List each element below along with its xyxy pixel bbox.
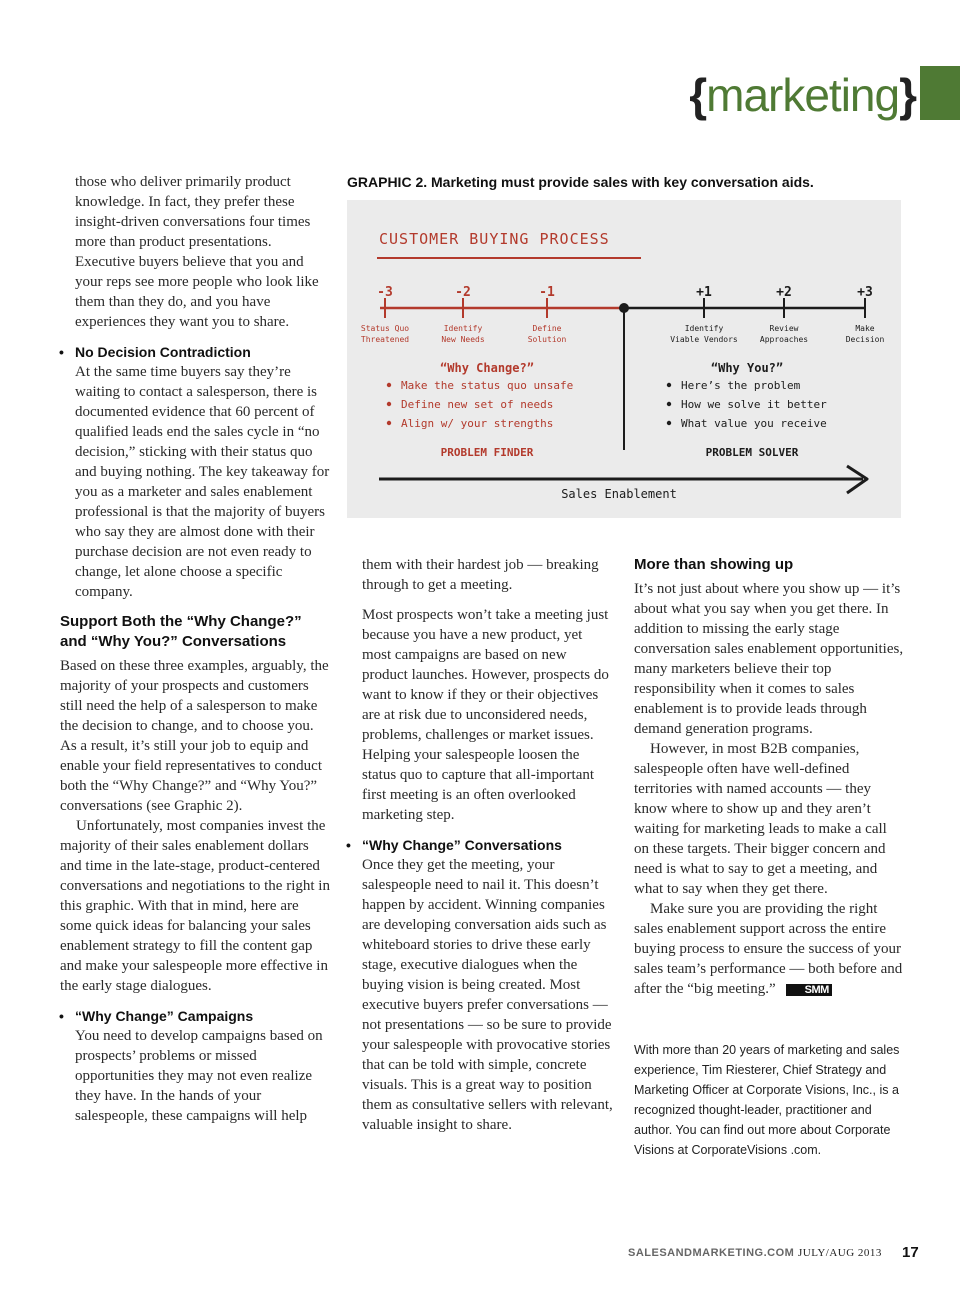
- why-change-item-bullet: [387, 402, 391, 406]
- why-change-heading: “Why Change?”: [440, 361, 534, 375]
- paragraph: Make sure you are providing the right sales enablement support across the entire buying process to ensure the success of your sales team’s performance — both before and after the “big meeting.” SMM: [634, 901, 903, 997]
- why-you-item: How we solve it better: [681, 398, 827, 411]
- problem-finder-label: PROBLEM FINDER: [440, 446, 534, 459]
- paragraph: those who deliver primarily product knowledge. In fact, they prefer these insight-driven conversations four times more than product presentations. Executive buyers believe that you and your reps see more people who look like them than they do, and you have experiences they want you to share.: [75, 174, 319, 330]
- bullet-heading: • “Why Change” Campaigns: [59, 1008, 254, 1024]
- bullet-heading: • No Decision Contradiction: [59, 344, 251, 360]
- why-you-heading: “Why You?”: [710, 361, 784, 375]
- paragraph: Once they get the meeting, your salespeople need to nail it. This doesn’t happen by accident. Winning companies are developing conversation aids such as whiteboard stories to drive these early stage, executive dialogues when the buying vision is being created. Most executive buyers prefer conversations — not presentations — so be sure to provide your salespeople with provocative stories that can be told with simple, concrete visuals. This is a great way to position them as consultative sellers with relevant, valuable insight to share.: [362, 857, 613, 1133]
- paragraph: them with their hardest job — breaking through to get a meeting.: [362, 557, 599, 593]
- footer-issue: JULY/AUG 2013: [798, 1247, 882, 1259]
- problem-solver-label: PROBLEM SOLVER: [705, 446, 799, 459]
- paragraph: Unfortunately, most companies invest the majority of their sales enablement dollars and time in the late-stage, product-centered conversations and negotiations to the right in this graphic. With that in mind, here are some quick ideas for balancing your sales enablement strategy to fill the content gap and make your salespeople more effective in the early stage dialogues.: [60, 818, 330, 994]
- right-column: [634, 555, 904, 999]
- stage-number: +3: [857, 285, 873, 300]
- stage-label: Define: [532, 324, 562, 333]
- stage-number: -1: [539, 285, 555, 300]
- why-you-item: Here’s the problem: [681, 379, 801, 392]
- section-label: {marketing}: [689, 69, 916, 121]
- why-change-item: Make the status quo unsafe: [401, 379, 574, 392]
- section-tab: [920, 66, 960, 120]
- graphic-caption: GRAPHIC 2. Marketing must provide sales with key conversation aids.: [347, 174, 814, 190]
- subheading: More than showing up: [634, 556, 794, 573]
- stage-label: Status Quo: [360, 324, 410, 333]
- page-number: 17: [902, 1244, 919, 1261]
- arrow-label: Sales Enablement: [561, 487, 677, 501]
- stage-label: Review: [769, 324, 799, 333]
- stage-number: +2: [776, 285, 792, 300]
- stage-label: Threatened: [360, 335, 410, 344]
- paragraph: Based on these three examples, arguably, the majority of your prospects and customers still need the help of a salesperson to make the decision to change, and to choose you. As a result, it’s still your job to equip and enable your field representatives to conduct both the “Why Change?” and “Why You?” conversations (see Graphic 2).: [60, 658, 329, 814]
- why-you-item-bullet: [667, 402, 671, 406]
- stage-number: -3: [377, 285, 393, 300]
- paragraph: It’s not just about where you show up — it’s about what you say when you get there. In addition to missing the early stage conversation sales enablement opportunities, many marketers believe their top responsibility when it comes to sales enablement is to provide leads through demand generation programs.: [634, 581, 904, 737]
- author-bio: With more than 20 years of marketing and sales experience, Tim Riesterer, Chief Strategy and Marketing Officer at Corporate Visions, Inc., is a recognized thought-leader, practitioner and author. You can find out more about Corporate Visions at CorporateVisions .com.: [634, 1043, 900, 1157]
- why-you-item-bullet: [667, 421, 671, 425]
- graphic-title: CUSTOMER BUYING PROCESS: [379, 230, 610, 248]
- buying-process-graphic: [347, 200, 901, 518]
- paragraph: However, in most B2B companies, salespeople often have well-defined territories with named accounts — they know where to show up and they aren’t waiting for marketing leads to make a call on these targets. Their bigger concern and need is what to say to get a meeting, and what to say when they get there.: [634, 741, 887, 897]
- footer-site: SALESANDMARKETING.COM: [628, 1247, 795, 1259]
- why-change-item-bullet: [387, 421, 391, 425]
- section-header: [689, 66, 960, 128]
- stage-number: +1: [696, 285, 712, 300]
- stage-label: Decision: [845, 335, 885, 344]
- left-column: [59, 172, 330, 1126]
- paragraph: You need to develop campaigns based on prospects’ problems or missed opportunities they may not even realize they have. In the hands of your salespeople, these campaigns will help: [75, 1028, 323, 1124]
- stage-label: New Needs: [441, 335, 485, 344]
- middle-column: [346, 555, 614, 1135]
- why-change-item: Align w/ your strengths: [401, 417, 554, 430]
- stage-label: Identify: [443, 324, 483, 333]
- end-mark: SMM: [786, 984, 832, 996]
- why-change-item: Define new set of needs: [401, 398, 554, 411]
- why-you-item-bullet: [667, 383, 671, 387]
- why-change-item-bullet: [387, 383, 391, 387]
- stage-label: Identify: [684, 324, 724, 333]
- stage-label: Viable Vendors: [670, 335, 738, 344]
- stage-label: Approaches: [759, 335, 809, 344]
- paragraph: Most prospects won’t take a meeting just because you have a new product, yet most campaigns are based on new product launches. However, prospects do want to know if they or their objectives are at risk due to unconsidered needs, problems, challenges or market issues. Helping your salespeople loosen the status quo to capture that all-important first meeting is an often overlooked marketing step.: [362, 607, 609, 823]
- paragraph: At the same time buyers say they’re waiting to contact a salesperson, there is documented evidence that 60 percent of qualified leads end the sales cycle in “no decision,” sticking with their status quo and buying nothing. The key takeaway for you as a marketer and sales enablement professional is that the majority of buyers who say they are almost done with their purchase decision are not even ready to change, let alone choose a specific company.: [75, 364, 330, 600]
- stage-number: -2: [455, 285, 471, 300]
- stage-label: Make: [855, 324, 875, 333]
- subheading: Support Both the “Why Change?” and “Why You?” Conversations: [60, 613, 302, 650]
- stage-label: Solution: [527, 335, 567, 344]
- footer: [628, 1244, 928, 1264]
- bullet-heading: • “Why Change” Conversations: [346, 837, 562, 853]
- timeline-midpoint: [619, 303, 629, 313]
- why-you-item: What value you receive: [681, 417, 827, 430]
